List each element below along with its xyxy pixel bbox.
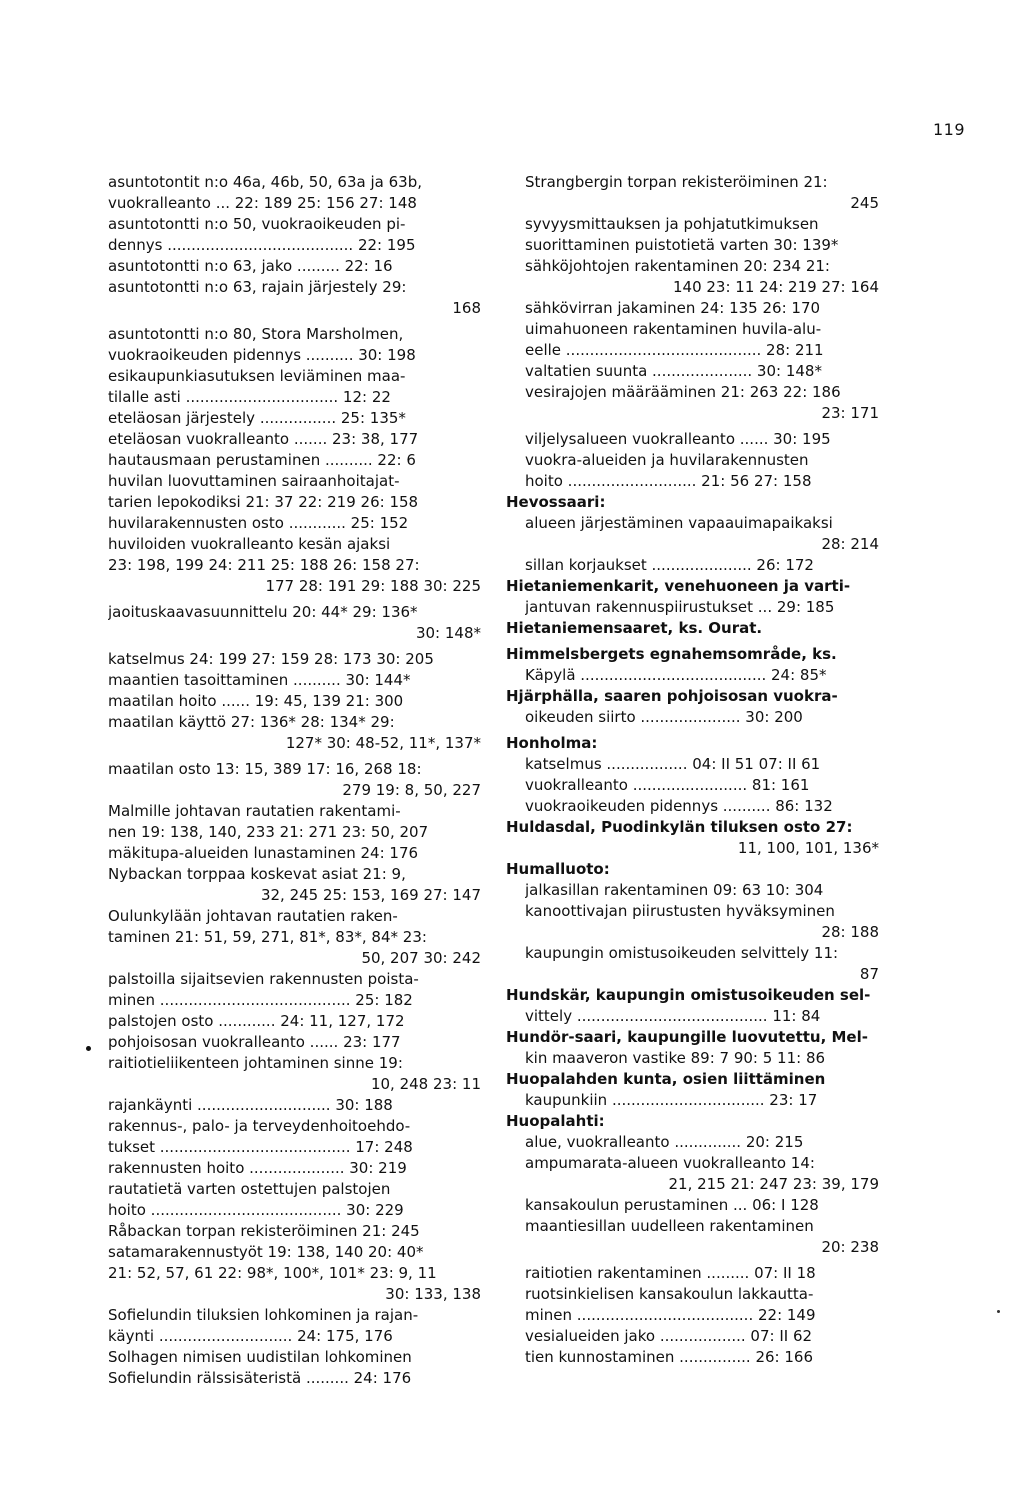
- index-entry-line: Sofielundin tiluksien lohkominen ja rajan-: [108, 1306, 419, 1324]
- index-entry-line: kaupunkiin ................................ 23: 17: [525, 1091, 818, 1109]
- index-entry-line: rajankäynti ............................ 30: 188: [108, 1096, 393, 1114]
- index-entry-line: Solhagen nimisen uudistilan lohkominen: [108, 1348, 412, 1366]
- index-entry-line: vuokralleanto ........................ 81: 161: [525, 776, 810, 794]
- index-entry-line: rautatietä varten ostettujen palstojen: [108, 1180, 391, 1198]
- index-entry-line: 11, 100, 101, 136*: [737, 839, 879, 857]
- index-entry-line: jalkasillan rakentaminen 09: 63 10: 304: [525, 881, 824, 899]
- index-entry-line: raitiotien rakentaminen ......... 07: II 18: [525, 1264, 816, 1282]
- index-entry-line: Humalluoto:: [506, 860, 610, 878]
- index-entry-line: rakennus-, palo- ja terveydenhoitoehdo-: [108, 1117, 411, 1135]
- index-entry-line: minen ..................................... 22: 149: [525, 1306, 816, 1324]
- index-entry-line: kaupungin omistusoikeuden selvittely 11:: [525, 944, 839, 962]
- index-entry-line: Strangbergin torpan rekisteröiminen 21:: [525, 173, 828, 191]
- index-entry-line: Malmille johtavan rautatien rakentami-: [108, 802, 401, 820]
- index-entry-line: Huopalahti:: [506, 1112, 605, 1130]
- index-entry-line: vittely ........................................ 11: 84: [525, 1007, 821, 1025]
- page-number: 119: [932, 120, 965, 139]
- index-entry-line: dennys ....................................... 22: 195: [108, 236, 416, 254]
- index-entry-line: katselmus 24: 199 27: 159 28: 173 30: 205: [108, 650, 434, 668]
- index-entry-line: käynti ............................ 24: 175, 176: [108, 1327, 393, 1345]
- index-entry-line: huvilarakennusten osto ............ 25: 152: [108, 514, 409, 532]
- index-entry-line: vuokralleanto ... 22: 189 25: 156 27: 148: [108, 194, 417, 212]
- index-entry-line: kansakoulun perustaminen ... 06: I 128: [525, 1196, 819, 1214]
- index-entry-line: maantiesillan uudelleen rakentaminen: [525, 1217, 814, 1235]
- index-entry-line: katselmus ................. 04: II 51 07: II 61: [525, 755, 821, 773]
- index-entry-line: Huldasdal, Puodinkylän tiluksen osto 27:: [506, 818, 853, 836]
- index-entry-line: hoito ........................................ 30: 229: [108, 1201, 404, 1219]
- index-entry-line: 50, 207 30: 242: [361, 949, 481, 967]
- index-entry-line: Hietaniemensaaret, ks. Ourat.: [506, 619, 763, 637]
- index-entry-line: kanoottivajan piirustusten hyväksyminen: [525, 902, 835, 920]
- index-entry-line: vesirajojen määrääminen 21: 263 22: 186: [525, 383, 841, 401]
- index-entry-line: hautausmaan perustaminen .......... 22: 6: [108, 451, 416, 469]
- index-entry-line: valtatien suunta ..................... 30: 148*: [525, 362, 822, 380]
- index-entry-line: huvilan luovuttaminen sairaanhoitajat-: [108, 472, 400, 490]
- index-entry-line: 245: [850, 194, 879, 212]
- index-entry-line: maantien tasoittaminen .......... 30: 144*: [108, 671, 411, 689]
- index-entry-line: Hietaniemenkarit, venehuoneen ja varti-: [506, 577, 851, 595]
- index-entry-line: eelle ......................................... 28: 211: [525, 341, 824, 359]
- index-entry-line: hoito ........................... 21: 56 27: 158: [525, 472, 812, 490]
- index-entry-line: kin maaveron vastike 89: 7 90: 5 11: 86: [525, 1049, 826, 1067]
- index-entry-line: 127* 30: 48-52, 11*, 137*: [285, 734, 481, 752]
- index-entry-line: oikeuden siirto ..................... 30: 200: [525, 708, 803, 726]
- index-entry-line: Hundskär, kaupungin omistusoikeuden sel-: [506, 986, 871, 1004]
- index-entry-line: pohjoisosan vuokralleanto ...... 23: 177: [108, 1033, 401, 1051]
- index-entry-line: maatilan hoito ...... 19: 45, 139 21: 300: [108, 692, 404, 710]
- index-entry-line: sähkövirran jakaminen 24: 135 26: 170: [525, 299, 821, 317]
- index-entry-line: 168: [452, 299, 481, 317]
- index-entry-line: 28: 188: [821, 923, 879, 941]
- index-entry-line: 21, 215 21: 247 23: 39, 179: [668, 1175, 879, 1193]
- index-entry-line: maatilan osto 13: 15, 389 17: 16, 268 18:: [108, 760, 422, 778]
- index-entry-line: 21: 52, 57, 61 22: 98*, 100*, 101* 23: 9, 11: [108, 1264, 437, 1282]
- index-entry-line: ampumarata-alueen vuokralleanto 14:: [525, 1154, 815, 1172]
- index-entry-line: Hundör-saari, kaupungille luovutettu, Mel-: [506, 1028, 868, 1046]
- index-entry-line: tukset ........................................ 17: 248: [108, 1138, 413, 1156]
- index-entry-line: Nybackan torppaa koskevat asiat 21: 9,: [108, 865, 406, 883]
- index-entry-line: 30: 133, 138: [385, 1285, 481, 1303]
- index-entry-line: uimahuoneen rakentaminen huvila-alu-: [525, 320, 822, 338]
- index-entry-line: Sofielundin rälssisäteristä ......... 24: 176: [108, 1369, 412, 1387]
- index-entry-line: 23: 198, 199 24: 211 25: 188 26: 158 27:: [108, 556, 420, 574]
- index-entry-line: tilalle asti ................................ 12: 22: [108, 388, 391, 406]
- index-entry-line: Råbackan torpan rekisteröiminen 21: 245: [108, 1222, 420, 1240]
- index-entry-line: asuntotontti n:o 50, vuokraoikeuden pi-: [108, 215, 406, 233]
- index-entry-line: eteläosan järjestely ................ 25: 135*: [108, 409, 406, 427]
- index-entry-line: asuntotontti n:o 80, Stora Marsholmen,: [108, 325, 404, 343]
- index-entry-line: palstojen osto ............ 24: 11, 127, 172: [108, 1012, 405, 1030]
- index-entry-line: 10, 248 23: 11: [370, 1075, 481, 1093]
- index-entry-line: asuntotontit n:o 46a, 46b, 50, 63a ja 63b,: [108, 173, 422, 191]
- index-entry-line: sähköjohtojen rakentaminen 20: 234 21:: [525, 257, 830, 275]
- index-entry-line: vuokraoikeuden pidennys .......... 30: 198: [108, 346, 416, 364]
- index-entry-line: alueen järjestäminen vapaauimapaikaksi: [525, 514, 833, 532]
- index-entry-line: Hjärphälla, saaren pohjoisosan vuokra-: [506, 687, 838, 705]
- index-column-right: [506, 172, 879, 1368]
- index-entry-line: 279 19: 8, 50, 227: [342, 781, 481, 799]
- index-entry-line: taminen 21: 51, 59, 271, 81*, 83*, 84* 23:: [108, 928, 427, 946]
- index-entry-line: 23: 171: [821, 404, 879, 422]
- index-entry-line: minen ........................................ 25: 182: [108, 991, 413, 1009]
- index-entry-line: raitiotieliikenteen johtaminen sinne 19:: [108, 1054, 403, 1072]
- index-entry-line: tien kunnostaminen ............... 26: 166: [525, 1348, 813, 1366]
- index-entry-line: syvyysmittauksen ja pohjatutkimuksen: [525, 215, 819, 233]
- index-column-left: [108, 172, 481, 1389]
- index-entry-line: 32, 245 25: 153, 169 27: 147: [260, 886, 481, 904]
- index-entry-line: eteläosan vuokralleanto ....... 23: 38, 177: [108, 430, 419, 448]
- index-entry-line: asuntotontti n:o 63, jako ......... 22: 16: [108, 257, 393, 275]
- index-entry-line: Hevossaari:: [506, 493, 606, 511]
- index-entry-line: jaoituskaavasuunnittelu 20: 44* 29: 136*: [108, 603, 418, 621]
- index-entry-line: 20: 238: [821, 1238, 879, 1256]
- index-entry-line: Oulunkylään johtavan rautatien raken-: [108, 907, 398, 925]
- index-entry-line: Huopalahden kunta, osien liittäminen: [506, 1070, 826, 1088]
- index-entry-line: viljelysalueen vuokralleanto ...... 30: 195: [525, 430, 831, 448]
- index-entry-line: vuokraoikeuden pidennys .......... 86: 132: [525, 797, 833, 815]
- index-entry-line: 28: 214: [821, 535, 879, 553]
- index-entry-line: Himmelsbergets egnahemsområde, ks.: [506, 645, 837, 663]
- index-entry-line: vuokra-alueiden ja huvilarakennusten: [525, 451, 809, 469]
- index-entry-line: palstoilla sijaitsevien rakennusten poista-: [108, 970, 419, 988]
- index-entry-line: rakennusten hoito .................... 30: 219: [108, 1159, 407, 1177]
- index-entry-line: 87: [859, 965, 879, 983]
- index-entry-line: 177 28: 191 29: 188 30: 225: [265, 577, 481, 595]
- index-entry-line: satamarakennustyöt 19: 138, 140 20: 40*: [108, 1243, 424, 1261]
- index-entry-line: jantuvan rakennuspiirustukset ... 29: 185: [525, 598, 835, 616]
- index-entry-line: maatilan käyttö 27: 136* 28: 134* 29:: [108, 713, 395, 731]
- index-entry-line: sillan korjaukset ..................... 26: 172: [525, 556, 814, 574]
- margin-dot-mark: [997, 1310, 1000, 1313]
- index-entry-line: Honholma:: [506, 734, 598, 752]
- index-entry-line: ruotsinkielisen kansakoulun lakkautta-: [525, 1285, 814, 1303]
- index-entry-line: suorittaminen puistotietä varten 30: 139*: [525, 236, 839, 254]
- index-entry-line: mäkitupa-alueiden lunastaminen 24: 176: [108, 844, 419, 862]
- margin-bullet-mark: [86, 1046, 91, 1051]
- index-entry-line: esikaupunkiasutuksen leviäminen maa-: [108, 367, 406, 385]
- index-entry-line: vesialueiden jako .................. 07: II 62: [525, 1327, 813, 1345]
- index-entry-line: nen 19: 138, 140, 233 21: 271 23: 50, 207: [108, 823, 429, 841]
- index-entry-line: huviloiden vuokralleanto kesän ajaksi: [108, 535, 391, 553]
- index-entry-line: 30: 148*: [415, 624, 481, 642]
- index-entry-line: Käpylä ....................................... 24: 85*: [525, 666, 827, 684]
- index-entry-line: asuntotontti n:o 63, rajain järjestely 29:: [108, 278, 407, 296]
- index-entry-line: 140 23: 11 24: 219 27: 164: [672, 278, 879, 296]
- index-entry-line: tarien lepokodiksi 21: 37 22: 219 26: 158: [108, 493, 419, 511]
- index-entry-line: alue, vuokralleanto .............. 20: 215: [525, 1133, 804, 1151]
